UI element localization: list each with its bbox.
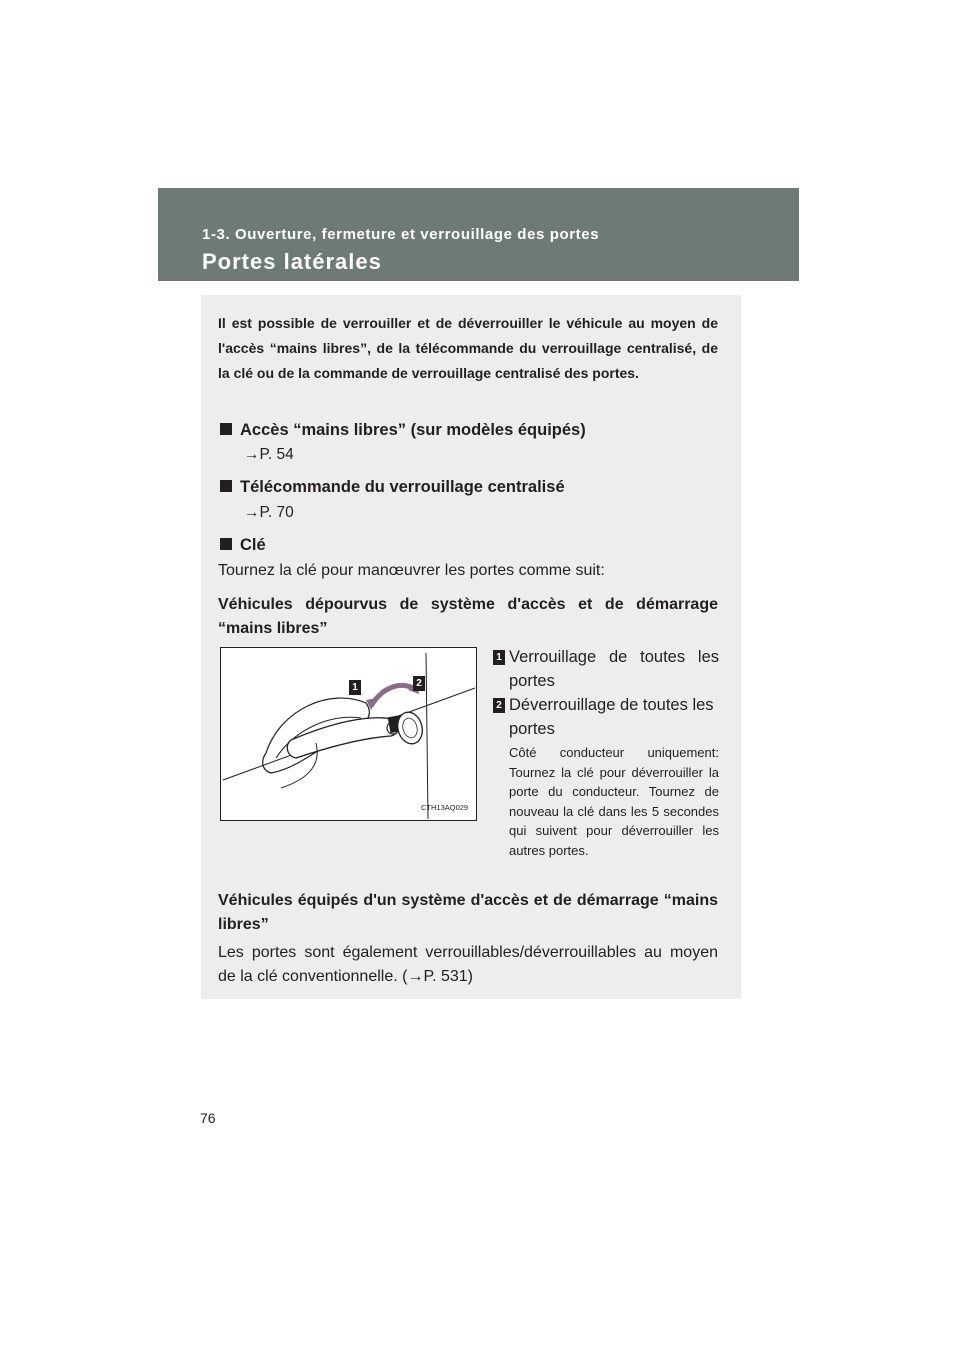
square-bullet-icon <box>220 423 232 435</box>
action-unlock-all <box>493 693 719 741</box>
conventional-key-paragraph: Les portes sont également verrouillables/déverrouillables au moyen de la clé conventionnelle. (→P. 531) <box>218 944 718 985</box>
item-heading-hands-free: Accès “mains libres” (sur modèles équipés) <box>220 421 586 440</box>
action-label: Déverrouillage de toutes les portes <box>509 696 714 738</box>
intro-paragraph: Il est possible de verrouiller et de déverrouiller le véhicule au moyen de l'accès “mains libres”, de la télécommande du verrouillage centralisé, de la clé ou de la commande de verrouillage centralisé des portes. <box>218 315 718 381</box>
badge-2: 2 <box>413 676 425 691</box>
page-reference-54: →P. 54 <box>244 446 294 463</box>
page-number: 76 <box>200 1110 216 1126</box>
illustration-code: CTH13AQ029 <box>421 803 469 812</box>
square-bullet-icon <box>220 480 232 492</box>
arrow-icon: → <box>407 968 424 985</box>
badge-1: 1 <box>493 650 505 665</box>
vehicles-without-system: Véhicules dépourvus de système d'accès et de démarrage “mains libres” <box>218 596 718 637</box>
door-handle-illustration <box>220 647 477 821</box>
page-reference-531: P. 531 <box>423 968 468 985</box>
driver-side-note: Côté conducteur uniquement: Tournez la clé pour déverrouiller la porte du conducteur. Tournez de nouveau la clé dans les 5 secondes qui suivent pour déverrouiller les autres portes. <box>509 745 719 858</box>
item-heading-remote: Télécommande du verrouillage centralisé <box>220 478 565 497</box>
badge-1: 1 <box>349 680 361 695</box>
page-reference-70: →P. 70 <box>244 504 294 521</box>
content-panel <box>201 295 741 999</box>
arrow-icon: → <box>244 446 260 463</box>
action-lock-all <box>493 645 719 693</box>
vehicles-with-system: Véhicules équipés d'un système d'accès et de démarrage “mains libres” <box>218 892 718 933</box>
action-label: Verrouillage de toutes les portes <box>509 648 719 690</box>
badge-2: 2 <box>493 698 505 713</box>
arrow-icon: → <box>244 504 260 521</box>
key-instruction: Tournez la clé pour manœuvrer les portes comme suit: <box>218 562 605 579</box>
door-handle-drawing <box>221 648 476 820</box>
section-label: 1-3. Ouverture, fermeture et verrouillage des portes <box>202 226 600 243</box>
page-title: Portes latérales <box>202 249 382 274</box>
square-bullet-icon <box>220 538 232 550</box>
item-heading-key: Clé <box>220 536 266 555</box>
page-header <box>158 188 799 281</box>
